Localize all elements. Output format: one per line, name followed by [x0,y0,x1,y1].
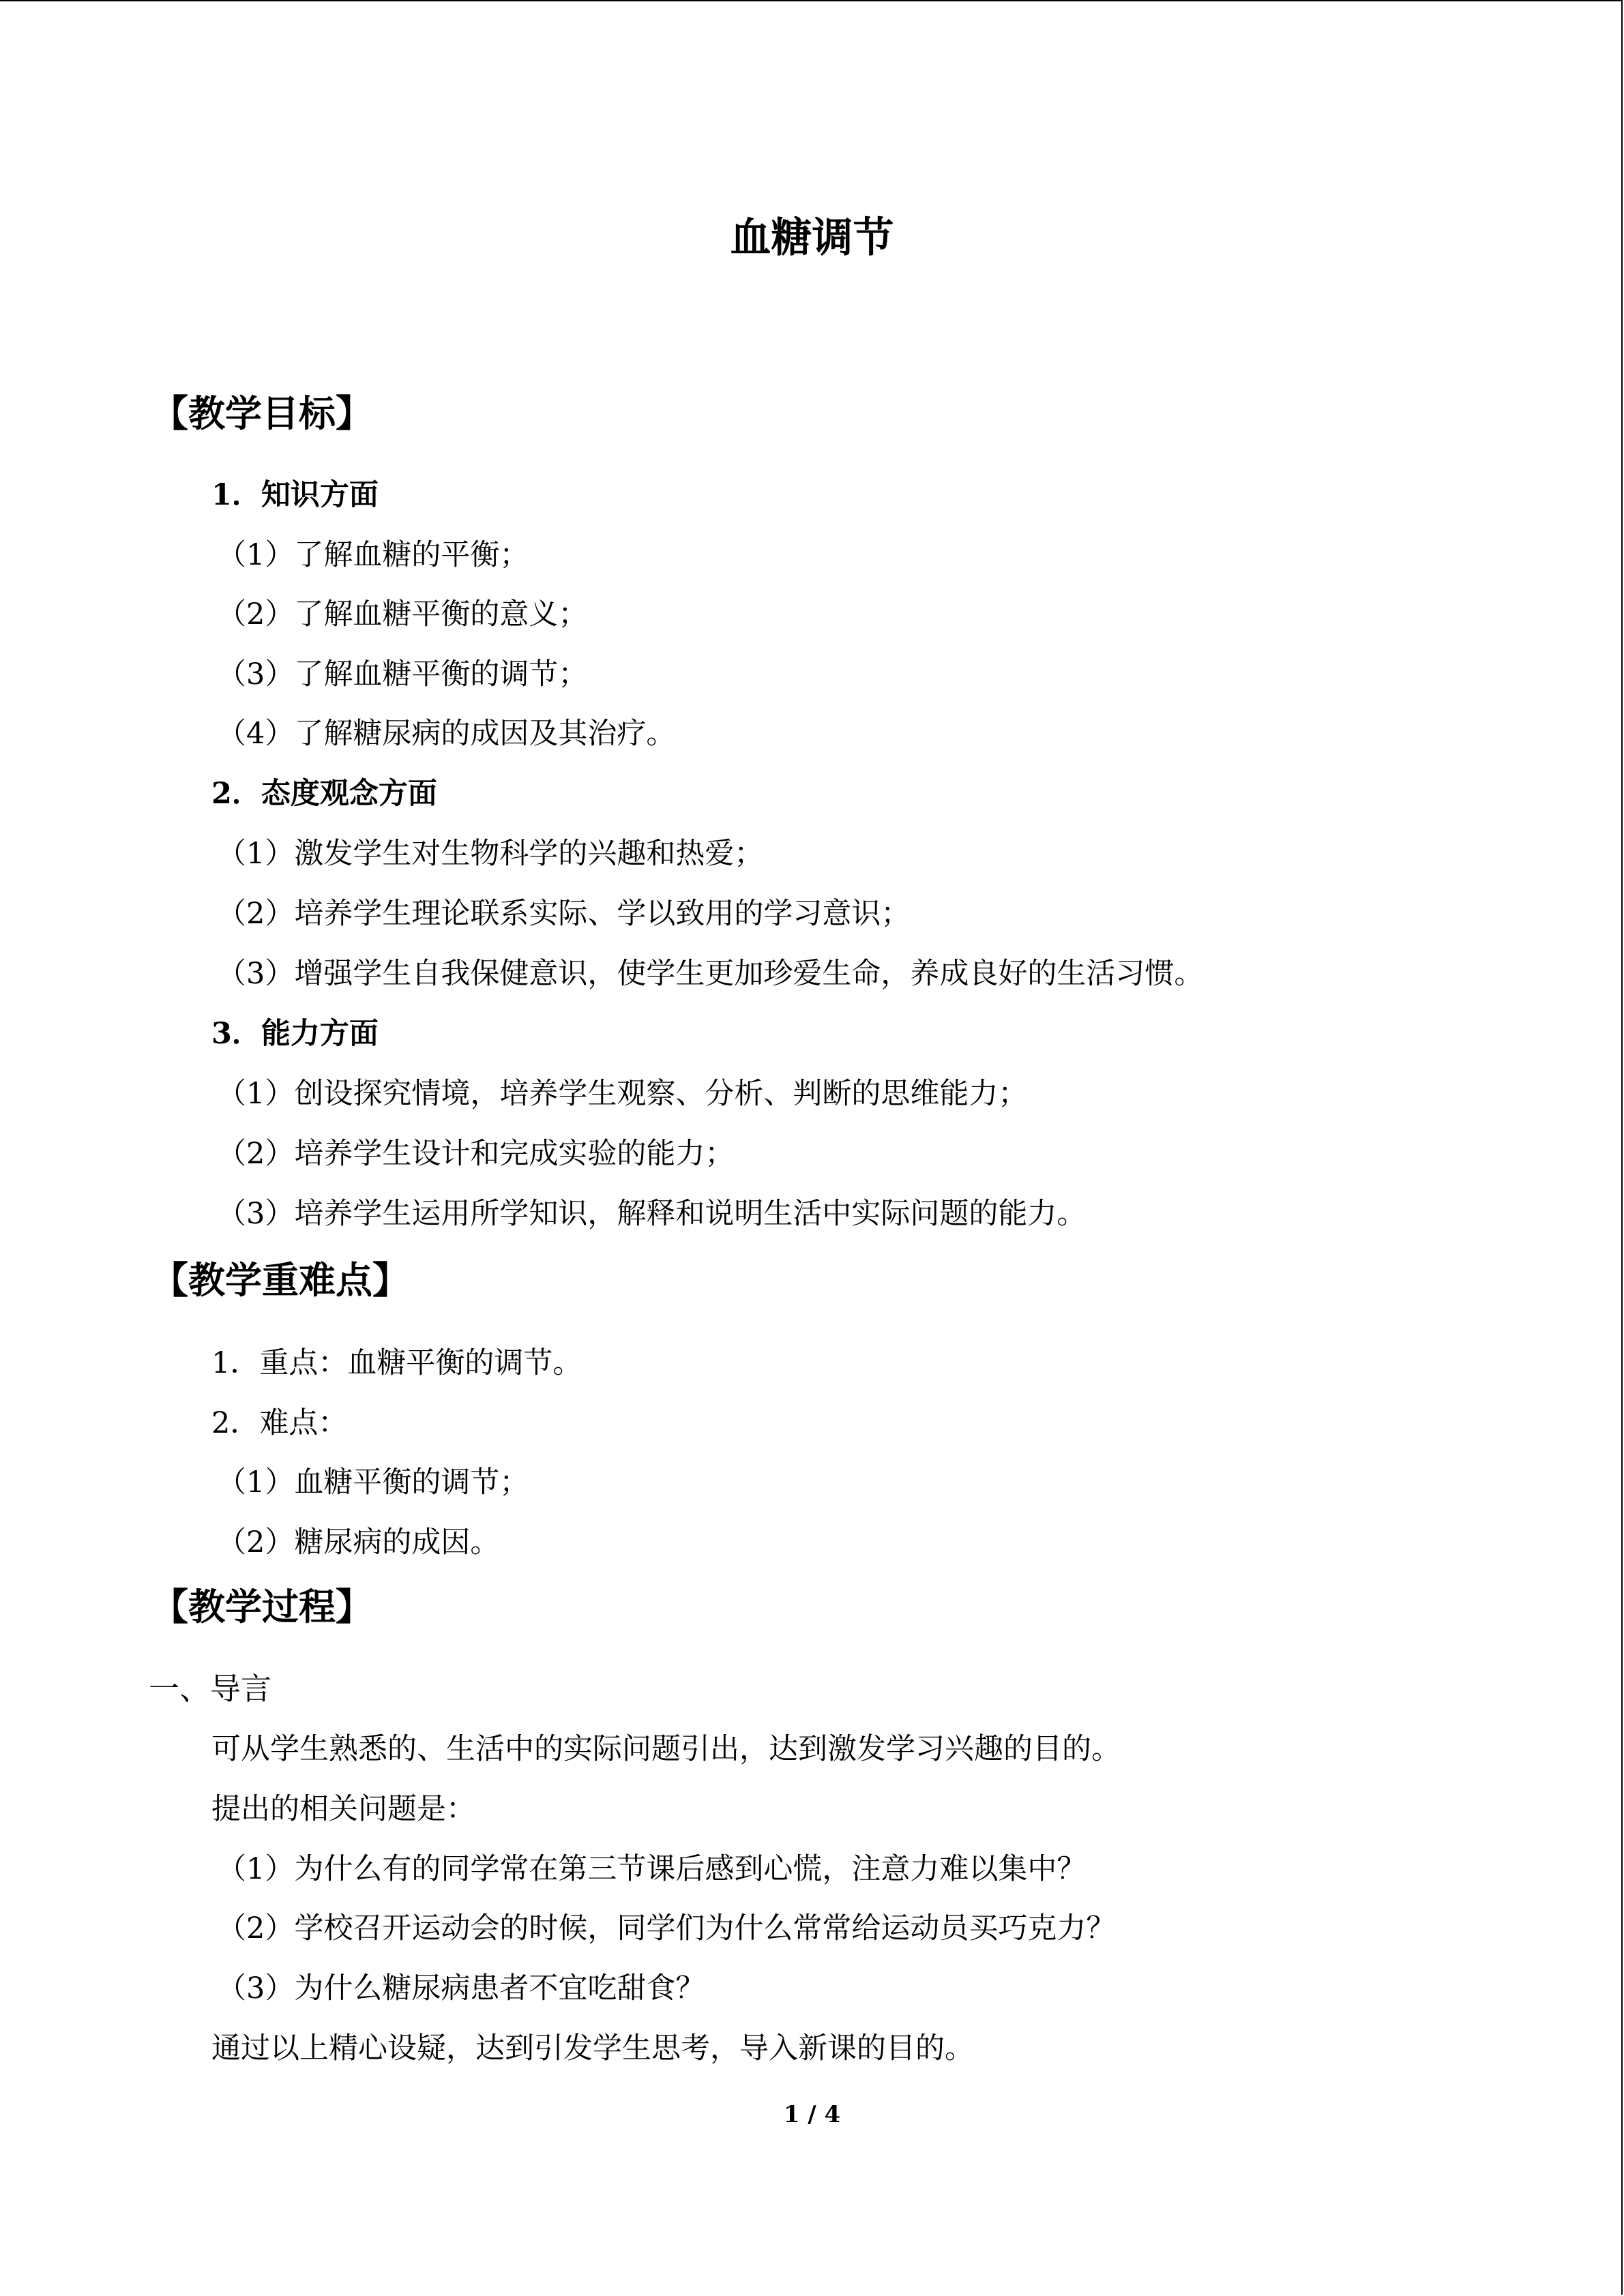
paragraph-line: 可从学生熟悉的、生活中的实际问题引出，达到激发学习兴趣的目的。 [211,1732,1121,1766]
list-item: （1）激发学生对生物科学的兴趣和热爱； [217,837,764,871]
page-number: 1 / 4 [783,2101,841,2128]
paragraph-line: 通过以上精心设疑，达到引发学生思考，导入新课的目的。 [211,2031,974,2066]
section-heading-process: 【教学过程】 [151,1585,372,1628]
list-item: 1．重点：血糖平衡的调节。 [211,1346,582,1380]
list-item: （3）为什么糖尿病患者不宜吃甜食？ [217,1971,705,2006]
list-item: （1）为什么有的同学常在第三节课后感到心慌，注意力难以集中？ [217,1852,1087,1886]
paragraph-line: 提出的相关问题是： [211,1792,475,1826]
list-item: （2）培养学生理论联系实际、学以致用的学习意识； [217,897,911,931]
document-title: 血糖调节 [730,214,894,262]
sub-heading-attitude: 2．态度观念方面 [211,777,437,811]
list-item: （1）创设探究情境，培养学生观察、分析、判断的思维能力； [217,1077,1028,1111]
list-item: （3）了解血糖平衡的调节； [217,657,588,691]
list-item: （1）了解血糖的平衡； [217,538,529,572]
list-item: （2）学校召开运动会的时候，同学们为什么常常给运动员买巧克力？ [217,1911,1116,1945]
section-heading-key-points: 【教学重难点】 [151,1259,409,1302]
list-item: （4）了解糖尿病的成因及其治疗。 [217,717,676,751]
list-item: （1）血糖平衡的调节； [217,1465,529,1500]
list-item: （2）了解血糖平衡的意义； [217,597,588,631]
list-item: （3）培养学生运用所学知识，解释和说明生活中实际问题的能力。 [217,1197,1087,1231]
section-heading-objectives: 【教学目标】 [151,392,372,435]
list-item: （2）培养学生设计和完成实验的能力； [217,1137,735,1171]
part-heading-intro: 一、导言 [149,1671,272,1707]
sub-heading-knowledge: 1．知识方面 [211,478,379,512]
list-item: 2．难点： [211,1406,348,1440]
list-item: （2）糖尿病的成因。 [217,1525,500,1560]
sub-heading-ability: 3．能力方面 [211,1017,379,1051]
list-item: （3）增强学生自我保健意识，使学生更加珍爱生命，养成良好的生活习惯。 [217,957,1204,991]
